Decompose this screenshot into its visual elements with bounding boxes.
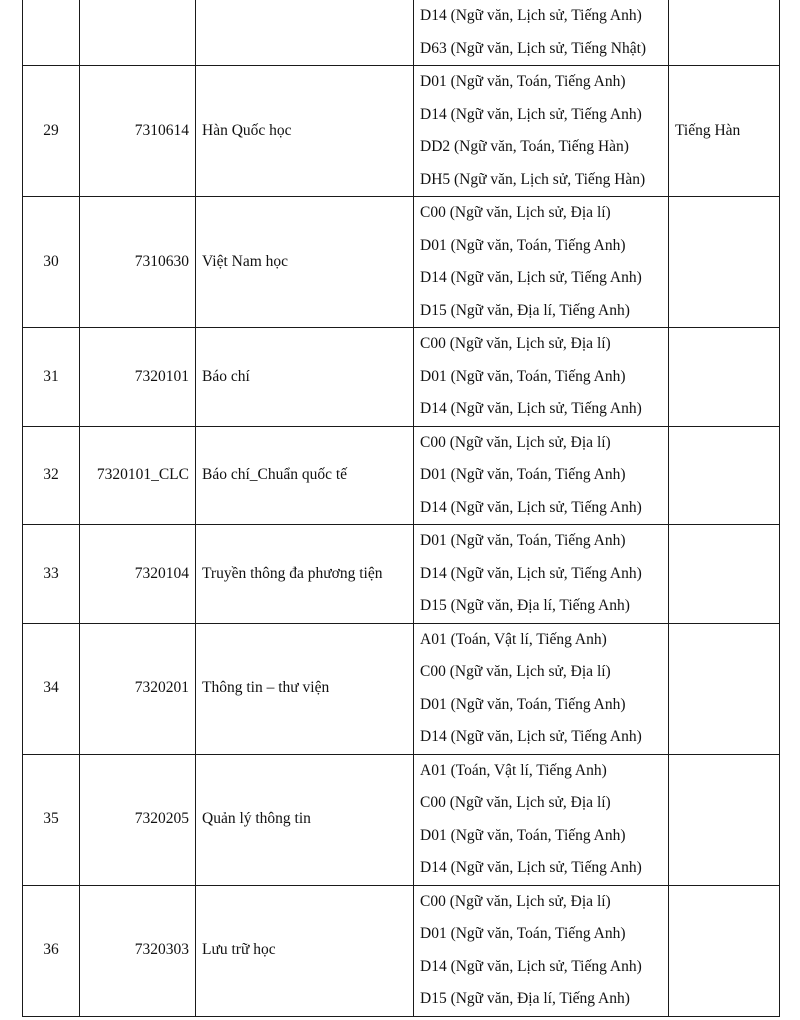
table-row xyxy=(23,623,780,754)
subject-combination: D01 (Ngữ văn, Toán, Tiếng Anh) xyxy=(420,925,626,942)
language-cell: Tiếng Hàn xyxy=(669,66,780,197)
subject-combinations-cell xyxy=(414,197,669,328)
subject-combination: D63 (Ngữ văn, Lịch sử, Tiếng Nhật) xyxy=(420,39,647,57)
table-row xyxy=(23,885,780,1016)
subject-combination: C00 (Ngữ văn, Lịch sử, Địa lí) xyxy=(420,663,611,680)
major-code-cell: 7320101_CLC xyxy=(80,426,196,525)
major-code-cell: 7320104 xyxy=(80,525,196,624)
subject-combination: D15 (Ngữ văn, Địa lí, Tiếng Anh) xyxy=(420,597,630,614)
table-row xyxy=(23,754,780,885)
table-row xyxy=(23,328,780,427)
major-name-cell: Quản lý thông tin xyxy=(196,754,414,885)
subject-combinations-cell xyxy=(414,885,669,1016)
subject-combination: C00 (Ngữ văn, Lịch sử, Địa lí) xyxy=(420,204,611,221)
major-name-cell: Báo chí xyxy=(196,328,414,427)
major-code-cell: 7320303 xyxy=(80,885,196,1016)
subject-combination: D14 (Ngữ văn, Lịch sử, Tiếng Anh) xyxy=(420,957,642,975)
subject-combination: D14 (Ngữ văn, Lịch sử, Tiếng Anh) xyxy=(420,105,642,123)
row-number-cell: 33 xyxy=(23,525,80,624)
subject-combinations-cell xyxy=(414,525,669,624)
subject-combinations-cell xyxy=(414,623,669,754)
row-number-cell: 29 xyxy=(23,66,80,197)
row-number-cell: 31 xyxy=(23,328,80,427)
language-cell xyxy=(669,525,780,624)
major-code-cell: 7320101 xyxy=(80,328,196,427)
subject-combination: D01 (Ngữ văn, Toán, Tiếng Anh) xyxy=(420,826,626,844)
admission-table-body xyxy=(23,0,780,1016)
subject-combination: D14 (Ngữ văn, Lịch sử, Tiếng Anh) xyxy=(420,400,642,417)
table-row xyxy=(23,0,780,66)
major-code-cell: 7320201 xyxy=(80,623,196,754)
subject-combination: D14 (Ngữ văn, Lịch sử, Tiếng Anh) xyxy=(420,859,642,876)
major-code-cell xyxy=(80,0,196,66)
subject-combination: C00 (Ngữ văn, Lịch sử, Địa lí) xyxy=(420,794,611,811)
subject-combinations-cell xyxy=(414,328,669,427)
subject-combination: D01 (Ngữ văn, Toán, Tiếng Anh) xyxy=(420,466,626,483)
row-number-cell: 36 xyxy=(23,885,80,1016)
major-name-cell: Hàn Quốc học xyxy=(196,66,414,197)
subject-combination: C00 (Ngữ văn, Lịch sử, Địa lí) xyxy=(420,335,611,352)
subject-combination: D14 (Ngữ văn, Lịch sử, Tiếng Anh) xyxy=(420,564,642,582)
language-cell xyxy=(669,885,780,1016)
subject-combination: C00 (Ngữ văn, Lịch sử, Địa lí) xyxy=(420,892,611,910)
subject-combination: D01 (Ngữ văn, Toán, Tiếng Anh) xyxy=(420,236,626,254)
subject-combination: A01 (Toán, Vật lí, Tiếng Anh) xyxy=(420,630,607,648)
subject-combination: D15 (Ngữ văn, Địa lí, Tiếng Anh) xyxy=(420,301,630,319)
language-cell xyxy=(669,754,780,885)
major-name-cell: Thông tin – thư viện xyxy=(196,623,414,754)
subject-combination: C00 (Ngữ văn, Lịch sử, Địa lí) xyxy=(420,433,611,451)
language-cell xyxy=(669,623,780,754)
major-name-cell: Việt Nam học xyxy=(196,197,414,328)
row-number-cell: 34 xyxy=(23,623,80,754)
subject-combination: D01 (Ngữ văn, Toán, Tiếng Anh) xyxy=(420,367,626,385)
language-cell xyxy=(669,426,780,525)
table-row xyxy=(23,197,780,328)
row-number-cell: 30 xyxy=(23,197,80,328)
language-cell xyxy=(669,197,780,328)
admission-table xyxy=(22,0,780,1017)
subject-combination: D14 (Ngữ văn, Lịch sử, Tiếng Anh) xyxy=(420,728,642,745)
table-row xyxy=(23,426,780,525)
major-code-cell: 7310630 xyxy=(80,197,196,328)
major-code-cell: 7310614 xyxy=(80,66,196,197)
subject-combination: D14 (Ngữ văn, Lịch sử, Tiếng Anh) xyxy=(420,269,642,286)
table-row xyxy=(23,66,780,197)
row-number-cell xyxy=(23,0,80,66)
subject-combination: DD2 (Ngữ văn, Toán, Tiếng Hàn) xyxy=(420,138,629,155)
subject-combination: D15 (Ngữ văn, Địa lí, Tiếng Anh) xyxy=(420,990,630,1007)
subject-combination: A01 (Toán, Vật lí, Tiếng Anh) xyxy=(420,761,607,779)
subject-combinations-cell xyxy=(414,426,669,525)
row-number-cell: 32 xyxy=(23,426,80,525)
language-cell xyxy=(669,328,780,427)
language-cell xyxy=(669,0,780,66)
major-name-cell: Báo chí_Chuẩn quốc tế xyxy=(196,426,414,525)
subject-combination: D01 (Ngữ văn, Toán, Tiếng Anh) xyxy=(420,532,626,549)
subject-combinations-cell xyxy=(414,754,669,885)
row-number-cell: 35 xyxy=(23,754,80,885)
subject-combination: D14 (Ngữ văn, Lịch sử, Tiếng Anh) xyxy=(420,7,642,24)
table-row xyxy=(23,525,780,624)
subject-combination: DH5 (Ngữ văn, Lịch sử, Tiếng Hàn) xyxy=(420,170,646,188)
subject-combination: D14 (Ngữ văn, Lịch sử, Tiếng Anh) xyxy=(420,498,642,516)
major-name-cell: Truyền thông đa phương tiện xyxy=(196,525,414,624)
major-code-cell: 7320205 xyxy=(80,754,196,885)
major-name-cell: Lưu trữ học xyxy=(196,885,414,1016)
subject-combinations-cell xyxy=(414,66,669,197)
subject-combination: D01 (Ngữ văn, Toán, Tiếng Anh) xyxy=(420,73,626,90)
subject-combinations-cell xyxy=(414,0,669,66)
subject-combination: D01 (Ngữ văn, Toán, Tiếng Anh) xyxy=(420,695,626,713)
major-name-cell xyxy=(196,0,414,66)
